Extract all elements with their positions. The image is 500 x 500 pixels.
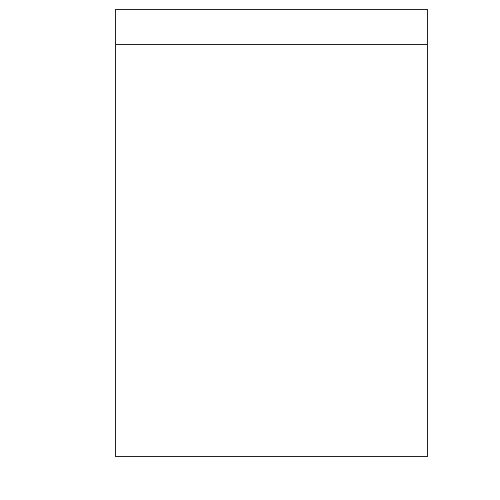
contents-header xyxy=(116,10,427,44)
header-rule xyxy=(116,44,427,45)
contents-page xyxy=(115,9,428,457)
